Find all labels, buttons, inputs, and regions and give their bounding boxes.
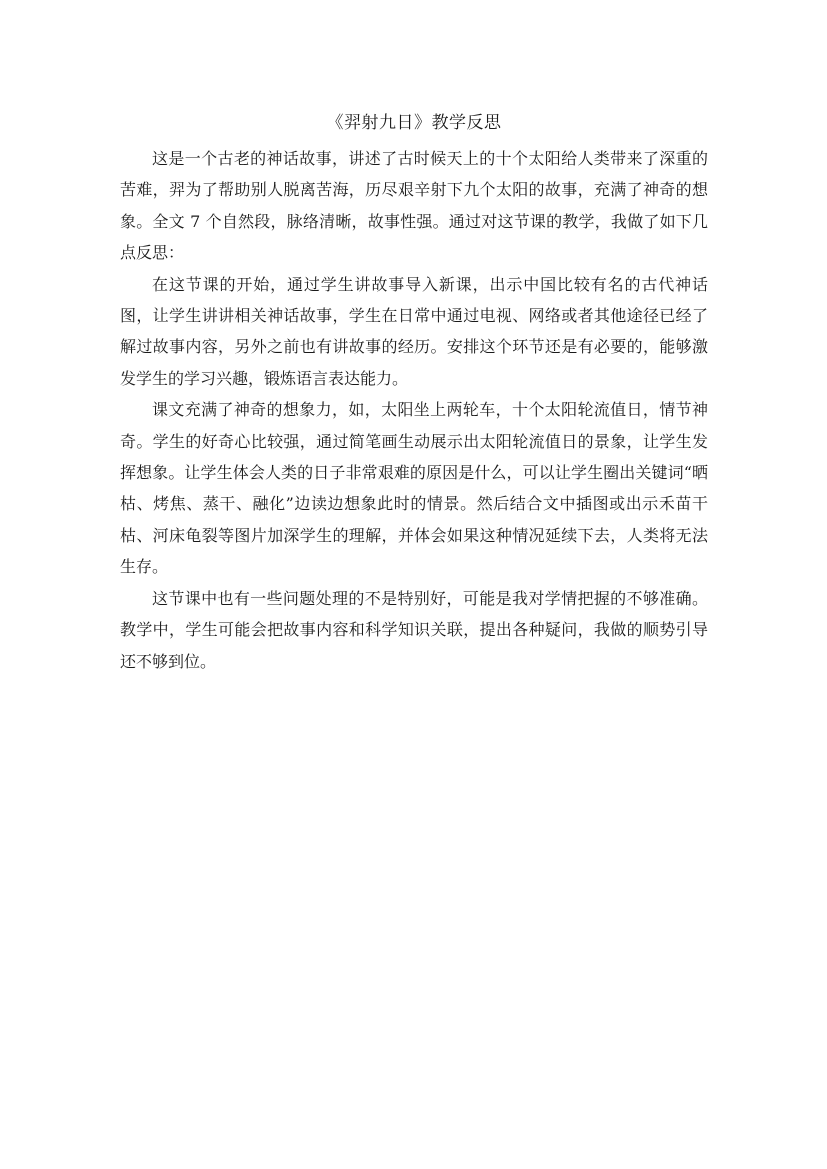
paragraph-shortcomings: 这节课中也有一些问题处理的不是特别好，可能是我对学情把握的不够准确。教学中，学生可能会把故事内容和科学知识关联，提出各种疑问，我做的顺势引导还不够到位。 <box>120 588 708 671</box>
paragraph-imagination: 课文充满了神奇的想象力，如，太阳坐上两轮车，十个太阳轮流值日，情节神奇。学生的好奇心比较强，通过简笔画生动展示出太阳轮流值日的景象，让学生发挥想象。让学生体会人类的日子非常艰难的原因是什么，可以让学生圈出关键词“晒枯、烤焦、蒸干、融化”边读边想象此时的情景。然后结合文中插图或出示禾苗干枯、河床龟裂等图片加深学生的理解，并体会如果这种情况延续下去，人类将无法生存。 <box>120 400 708 577</box>
document-body <box>120 106 708 677</box>
paragraph-lesson-start: 在这节课的开始，通过学生讲故事导入新课，出示中国比较有名的古代神话图，让学生讲讲相关神话故事，学生在日常中通过电视、网络或者其他途径已经了解过故事内容，另外之前也有讲故事的经历。安排这个环节还是有必要的，能够激发学生的学习兴趣，锻炼语言表达能力。 <box>120 274 708 388</box>
paragraph-intro: 这是一个古老的神话故事，讲述了古时候天上的十个太阳给人类带来了深重的苦难，羿为了帮助别人脱离苦海，历尽艰辛射下九个太阳的故事，充满了神奇的想象。全文 7 个自然段，脉络清晰，故事性强。通过对这节课的教学，我做了如下几点反思： <box>120 149 708 263</box>
document-title: 《羿射九日》教学反思 <box>326 113 502 133</box>
